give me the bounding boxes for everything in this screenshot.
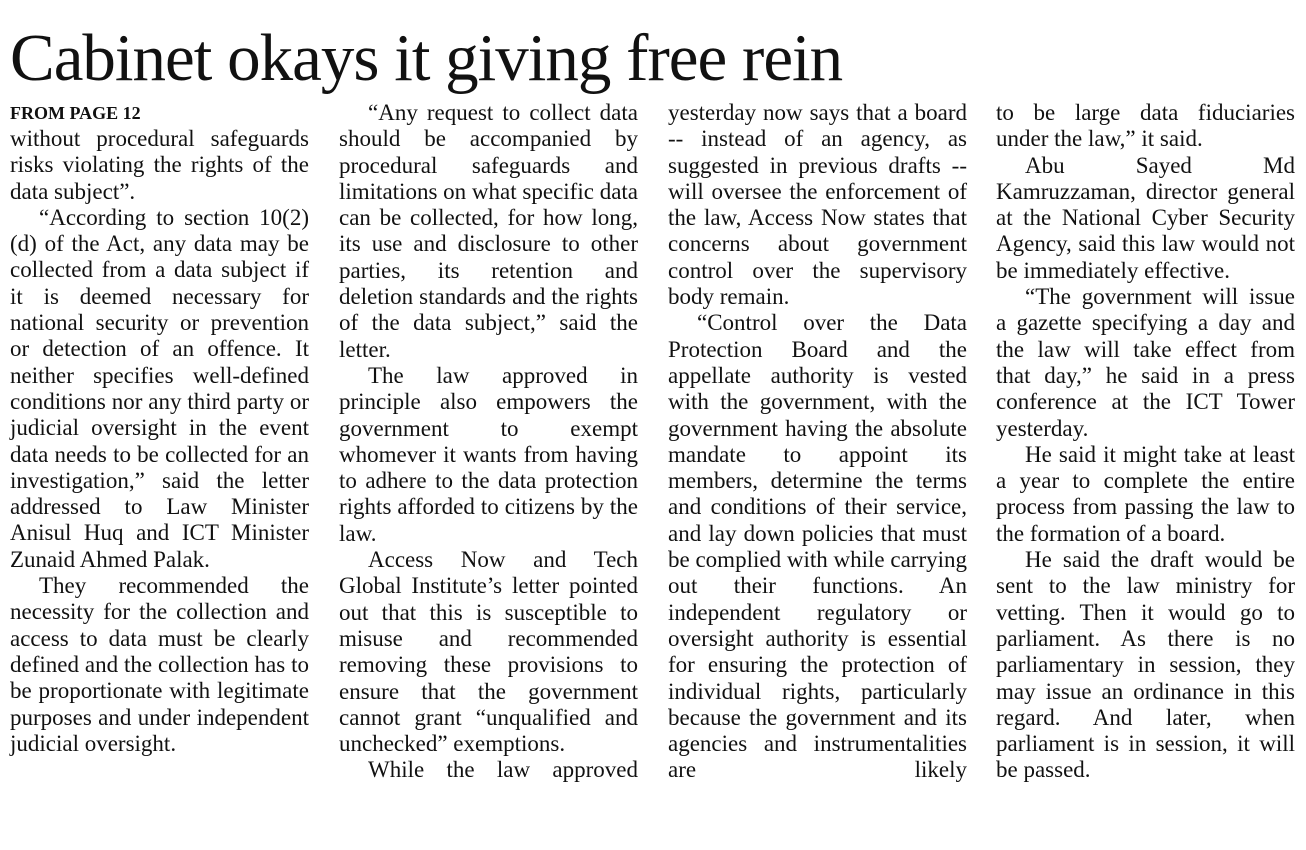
paragraph: “The government will issue a gazette specifying a day and the law will take effect from that day,” he said in a press conference at the ICT Tower yesterday.	[996, 284, 1295, 441]
paragraph: He said the draft would be sent to the law ministry for vetting. Then it would go to parliament. As there is no parliamentary in session, they may issue an ordinance in this regard. And later, when parliament is in session, it will be passed.	[996, 547, 1295, 783]
paragraph: The law approved in principle also empowers the government to exempt whomever it wants from having to adhere to the data protection rights afforded to citizens by the law.	[339, 362, 638, 546]
jump-label: FROM PAGE 12	[10, 103, 141, 123]
paragraph: “Control over the Data Protection Board and the appellate authority is vested with the government, with the government having the absolute mandate to appoint its members, determine the terms and conditions of their service, and lay down policies that must be complied with while carrying out their functions. An independent regulatory or oversight authority is essential for ensuring the protection of individual rights, particularly because the government and its agencies and instrumentalities are likely	[668, 310, 967, 783]
paragraph: without procedural safeguards risks violating the rights of the data subject”.	[10, 126, 309, 204]
headline: Cabinet okays it giving free rein	[10, 21, 843, 95]
paragraph: yesterday now says that a board -- instead of an agency, as suggested in previous drafts -- will oversee the enforcement of the law, Access Now states that concerns about government control over the supervisory body remain.	[668, 100, 967, 310]
paragraph: He said it might take at least a year to complete the entire process from passing the law to the formation of a board.	[996, 441, 1295, 546]
paragraph: to be large data fiduciaries under the law,” it said.	[996, 100, 1295, 152]
paragraph: Abu Sayed Md Kamruzzaman, director general at the National Cyber Security Agency, said this law would not be immediately effective.	[996, 152, 1295, 283]
article-column-3	[668, 100, 967, 784]
article-column-4	[996, 100, 1295, 784]
paragraph: While the law approved	[368, 757, 638, 783]
paragraph: They recommended the necessity for the collection and access to data must be clearly defined and the collection has to be proportionate with legitimate purposes and under independent judicial oversight.	[10, 573, 309, 756]
paragraph: “According to section 10(2) (d) of the Act, any data may be collected from a data subject if it is deemed necessary for national security or prevention or detection of an offence. It neither specifies well-defined conditions nor any third party or judicial oversight in the event data needs to be collected for an investigation,” said the letter addressed to Law Minister Anisul Huq and ICT Minister Zunaid Ahmed Palak.	[10, 204, 309, 572]
article-column-2	[339, 100, 638, 784]
paragraph: “Any request to collect data should be accompanied by procedural safeguards and limitations on what specific data can be collected, for how long, its use and disclosure to other parties, its retention and deletion standards and the rights of the data subject,” said the letter.	[339, 100, 638, 362]
article-column-1	[10, 100, 309, 757]
paragraph: Access Now and Tech Global Institute’s letter pointed out that this is susceptible to misuse and recommended removing these provisions to ensure that the government cannot grant “unqualified and unchecked” exemptions.	[339, 547, 638, 757]
